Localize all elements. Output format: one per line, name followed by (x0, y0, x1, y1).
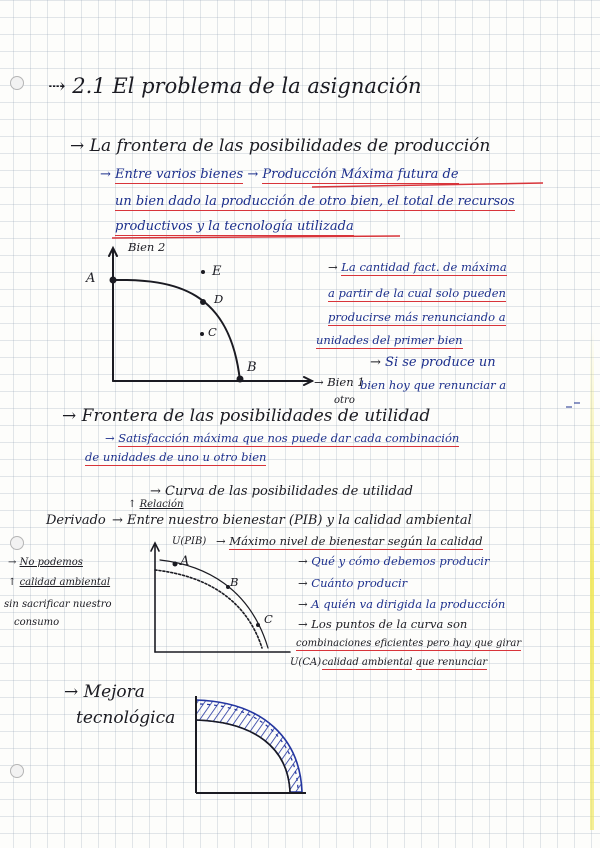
ppf-note1-line1-text: La cantidad fact. de máxima (341, 260, 507, 274)
ppf-point-b (237, 376, 244, 383)
upf-axis-text-value: Máximo nivel de bienestar según la calidad (229, 534, 483, 548)
upf-left-note3: sin sacrificar nuestro (4, 599, 112, 610)
section-heading-text: 2.1 El problema de la asignación (72, 74, 422, 98)
arrow-icon: → (100, 167, 111, 182)
arrow-icon: → (314, 375, 324, 389)
arrow-icon: → (112, 513, 123, 528)
ppf-def-highlight: Producción Máxima futura de (262, 167, 459, 182)
tech-shifted-frontier (196, 700, 302, 792)
upf-point-b (226, 585, 230, 589)
ppf-point-e-label: E (212, 264, 222, 279)
upf-point-a (173, 562, 178, 567)
red-underline (312, 183, 543, 187)
arrow-icon: ↑ (128, 499, 137, 510)
ppf-x-axis-label-text: Bien 1 (327, 375, 365, 389)
upf-n3-tail: que renunciar (415, 657, 488, 668)
upf-point-c (256, 623, 260, 627)
arrow-icon: → (216, 534, 226, 548)
ppf-point-a (110, 277, 117, 284)
ppf-point-d-label: D (214, 292, 224, 306)
upf-point-a-label: A (180, 554, 190, 569)
ppf-note2-extra: otro (334, 395, 355, 406)
arrow-icon: ⇢ (48, 74, 66, 98)
upf-frontier-curve (155, 570, 262, 648)
ppf-graph (109, 248, 312, 385)
ppf-note1-line2-text: a partir de la cual solo pueden (328, 286, 506, 300)
tech-graph (196, 696, 306, 793)
upf-left-note2-text: calidad ambiental (19, 577, 111, 588)
ppf-note1-line3-text: producirse más renunciando a (328, 310, 506, 324)
upf-n1-text: Los puntos de la curva son (311, 617, 468, 631)
upf-def-line2-text: de unidades de uno u otro bien (85, 450, 267, 464)
ppf-point-c-label: C (208, 325, 217, 339)
upf-q2-text: Cuánto producir (311, 576, 408, 590)
upf-derived-label: Derivado (46, 513, 106, 528)
ppf-def-line2-text: un bien dado la producción de otro bien, el total de recursos (115, 194, 515, 209)
arrow-icon: → (62, 406, 77, 426)
upf-point-c-label: C (264, 612, 273, 626)
arrow-icon: → (8, 557, 17, 568)
tech-title-line1-text: Mejora (83, 682, 145, 702)
ppf-point-a-label: A (86, 271, 96, 286)
upf-q1-text: Qué y cómo debemos producir (311, 554, 490, 568)
ppf-y-axis-label: Bien 2 (128, 240, 166, 254)
arrow-icon: → (150, 484, 161, 499)
red-underline (112, 236, 400, 238)
upf-curve-title-text: Curva de las posibilidades de utilidad (165, 484, 413, 499)
ppf-note2-cont: bien hoy que renunciar a (360, 378, 507, 392)
ppf-point-d (200, 299, 206, 305)
upf-q3-text: A quién va dirigida la producción (311, 597, 506, 611)
arrow-icon: → (247, 167, 259, 182)
arrow-icon: → (70, 136, 85, 156)
ppf-note2-text: Si se produce un (385, 355, 496, 370)
upf-relation-label-text: Relación (139, 499, 184, 510)
ppf-point-c (200, 332, 204, 336)
ppf-def-intro: Entre varios bienes (115, 167, 244, 182)
upf-relation-text-value: Entre nuestro bienestar (PIB) y la calidad ambiental (127, 513, 472, 528)
arrow-up-icon: ↑ (8, 577, 17, 588)
upf-left-note4: consumo (14, 617, 60, 628)
ppf-def-line3-text: productivos y la tecnología utilizada (115, 219, 354, 234)
upf-def-line1-text: Satisfacción máxima que nos puede dar cada combinación (118, 431, 460, 445)
ppf-frontier-curve (113, 280, 240, 381)
arrow-icon: → (370, 355, 381, 370)
arrow-icon: → (328, 260, 338, 274)
upf-n2-text: combinaciones eficientes pero hay que girar (296, 638, 522, 649)
arrow-icon: → (64, 682, 79, 702)
upf-n3-text: calidad ambiental (322, 657, 413, 668)
arrow-icon: → (298, 554, 308, 568)
arrow-icon: → (298, 597, 308, 611)
ppf-point-b-label: B (247, 360, 257, 375)
upf-y-axis-label: U(PIB) (172, 536, 207, 547)
upf-point-b-label: B (230, 575, 239, 589)
tech-title-line2: tecnológica (76, 708, 176, 728)
arrow-icon: → (298, 617, 308, 631)
upf-left-note1-text: No podemos (19, 557, 83, 568)
arrow-icon: → (105, 431, 115, 445)
upf-x-axis-label: U(CA) (290, 657, 322, 668)
upf-title-text: Frontera de las posibilidades de utilidad (81, 406, 431, 426)
ppf-note1-line4-text: unidades del primer bien (316, 333, 463, 347)
arrow-icon: → (298, 576, 308, 590)
upf-graph (151, 543, 290, 652)
ppf-title-text: La frontera de las posibilidades de producción (89, 136, 491, 156)
stray-marks (566, 403, 580, 407)
ppf-point-e (201, 270, 205, 274)
